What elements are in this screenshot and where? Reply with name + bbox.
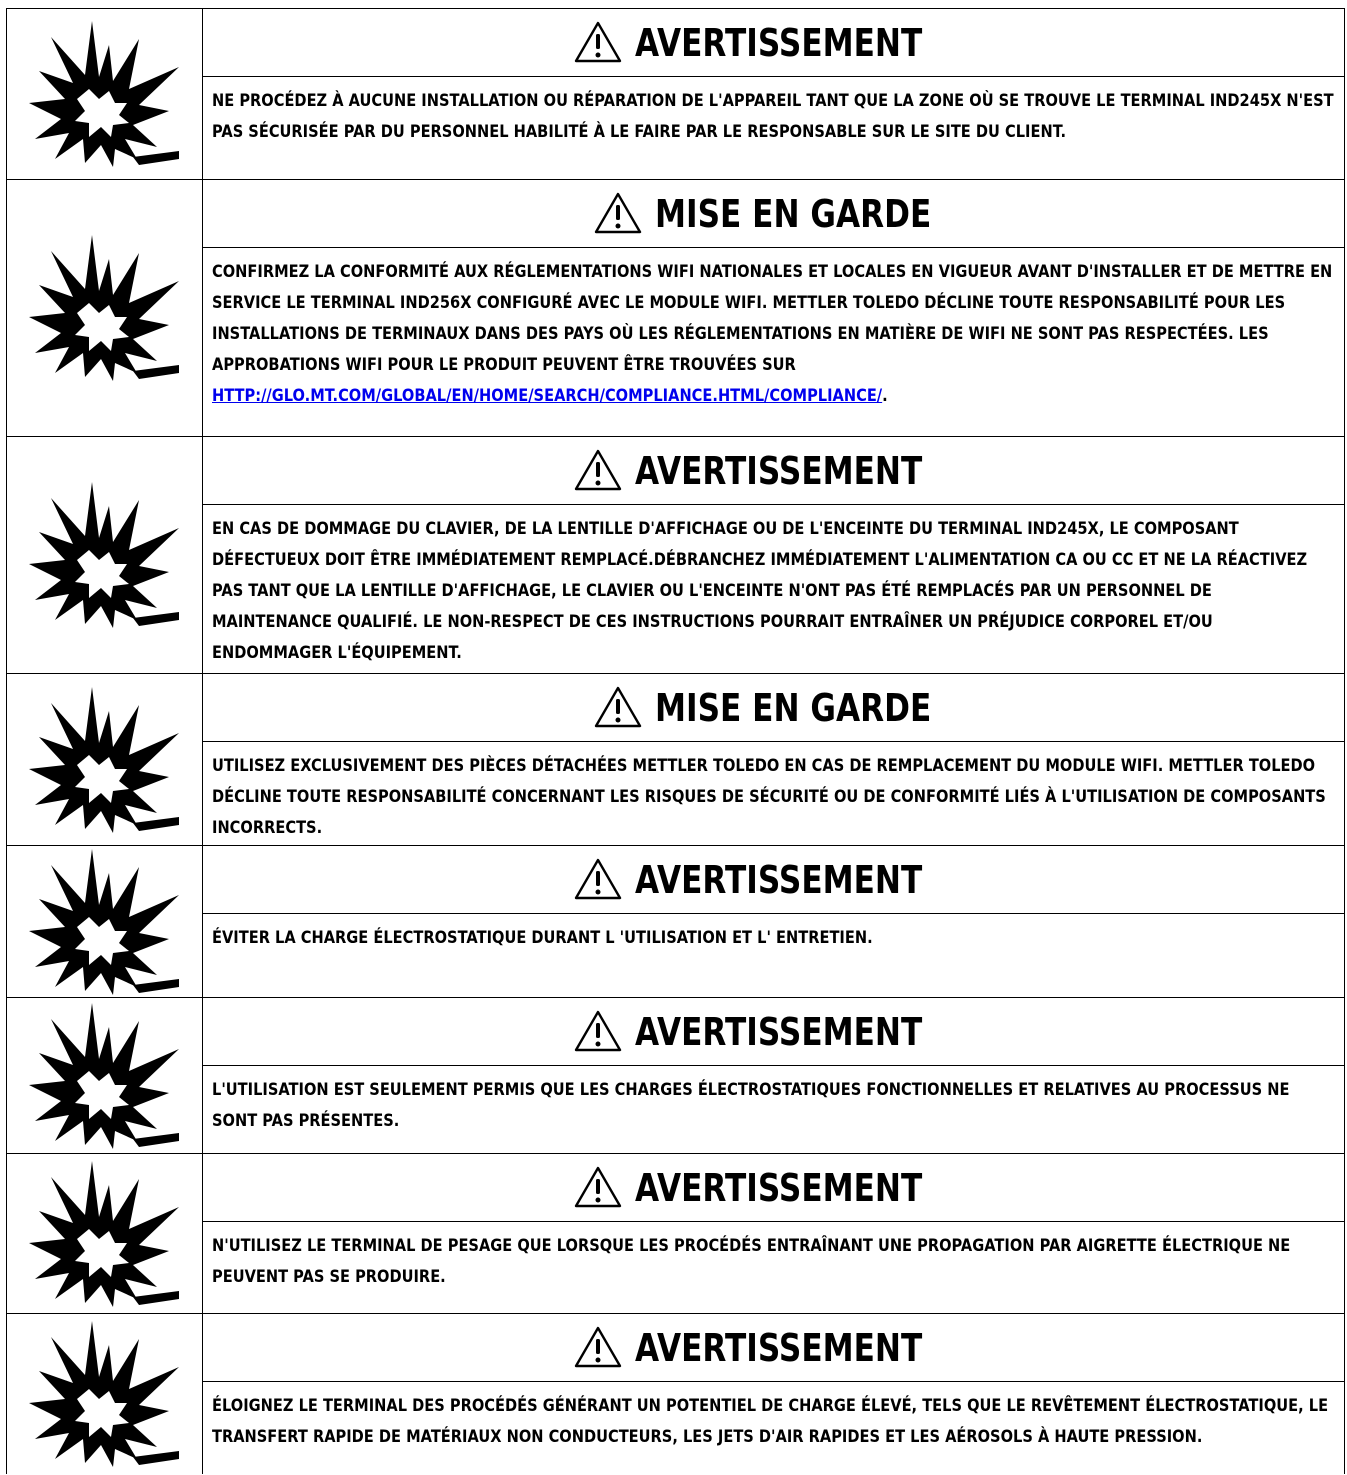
alert-triangle-icon [573,20,623,64]
warning-title: MISE EN GARDE [654,685,931,730]
warning-body [203,1066,1344,1137]
warning-text: N'UTILISEZ LE TERMINAL DE PESAGE QUE LORSQUE LES PROCÉDÉS ENTRAÎNANT UNE PROPAGATION PAR AIGRETTE ÉLECTRIQUE NE PEUVENT PAS SE PRODUIRE. [212,1236,1291,1287]
explosion-icon [29,685,181,835]
explosion-icon [7,1314,203,1474]
explosion-icon [29,19,181,169]
warning-row [7,1314,1345,1474]
warning-content [203,1154,1345,1313]
warning-heading [203,674,1344,742]
warning-title: AVERTISSEMENT [634,1325,922,1370]
warning-body [203,248,1344,412]
explosion-icon [29,1319,181,1469]
warning-row [7,180,1345,437]
alert-triangle-icon [573,1009,623,1053]
alert-triangle-icon [593,685,643,729]
warning-content [203,674,1345,845]
alert-triangle-icon [573,448,623,492]
warning-body [203,77,1344,148]
warning-row [7,437,1345,674]
warning-text: CONFIRMEZ LA CONFORMITÉ AUX RÉGLEMENTATIONS WIFI NATIONALES ET LOCALES EN VIGUEUR AVANT D'INSTALLER ET DE METTRE EN SERVICE LE TERMINAL IND256X CONFIGURÉ AVEC LE MODULE WIFI. METTLER TOLEDO DÉCLINE TOUTE RESPONSABILITÉ POUR LES INSTALLATIONS DE TERMINAUX DANS DES PAYS OÙ LES RÉGLEMENTATIONS EN MATIÈRE DE WIFI NE SONT PAS RESPECTÉES. LES APPROBATIONS WIFI POUR LE PRODUIT PEUVENT ÊTRE TROUVÉES SUR [212,262,1333,375]
compliance-link[interactable]: HTTP://GLO.MT.COM/GLOBAL/EN/HOME/SEARCH/COMPLIANCE.HTML/COMPLIANCE/ [212,386,883,406]
warning-heading [203,1154,1344,1222]
explosion-icon [7,437,203,673]
warning-title: AVERTISSEMENT [634,448,922,493]
explosion-icon [29,233,181,383]
warning-row [7,674,1345,846]
explosion-icon [29,480,181,630]
explosion-icon [7,180,203,436]
warning-text-wrap [212,257,1335,412]
warning-title: AVERTISSEMENT [634,1009,922,1054]
warning-title: MISE EN GARDE [654,191,931,236]
explosion-icon [7,998,203,1153]
warning-content [203,998,1345,1153]
warning-body [203,1222,1344,1293]
warning-heading [203,846,1344,914]
warning-text: EN CAS DE DOMMAGE DU CLAVIER, DE LA LENTILLE D'AFFICHAGE OU DE L'ENCEINTE DU TERMINAL IND245X, LE COMPOSANT DÉFECTUEUX DOIT ÊTRE IMMÉDIATEMENT REMPLACÉ.DÉBRANCHEZ IMMÉDIATEMENT L'ALIMENTATION CA OU CC ET NE LA RÉACTIVEZ PAS TANT QUE LA LENTILLE D'AFFICHAGE, LE CLAVIER OU L'ENCEINTE N'ONT PAS ÉTÉ REMPLACÉS PAR UN PERSONNEL DE MAINTENANCE QUALIFIÉ. LE NON-RESPECT DE CES INSTRUCTIONS POURRAIT ENTRAÎNER UN PRÉJUDICE CORPOREL ET/OU ENDOMMAGER L'ÉQUIPEMENT. [212,519,1308,663]
alert-triangle-icon [593,191,643,235]
warning-heading [203,1314,1344,1382]
warning-content [203,846,1345,997]
warning-row [7,846,1345,998]
explosion-icon [7,846,203,997]
explosion-icon [7,1154,203,1313]
warning-heading [203,180,1344,248]
warning-title: AVERTISSEMENT [634,1165,922,1210]
warning-title: AVERTISSEMENT [634,857,922,902]
warning-heading [203,998,1344,1066]
explosion-icon [7,9,203,179]
explosion-icon [29,1159,181,1309]
warning-title: AVERTISSEMENT [634,20,922,65]
warning-text: L'UTILISATION EST SEULEMENT PERMIS QUE LES CHARGES ÉLECTROSTATIQUES FONCTIONNELLES ET RELATIVES AU PROCESSUS NE SONT PAS PRÉSENTES. [212,1080,1290,1131]
link-suffix: . [882,386,888,406]
warning-heading [203,9,1344,77]
warning-body [203,914,1344,954]
warning-content [203,180,1345,436]
explosion-icon [7,674,203,845]
warning-body [203,742,1344,844]
warning-text: ÉLOIGNEZ LE TERMINAL DES PROCÉDÉS GÉNÉRANT UN POTENTIEL DE CHARGE ÉLEVÉ, TELS QUE LE REVÊTEMENT ÉLECTROSTATIQUE, LE TRANSFERT RAPIDE DE MATÉRIAUX NON CONDUCTEURS, LES JETS D'AIR RAPIDES ET LES AÉROSOLS À HAUTE PRESSION. [212,1396,1329,1447]
safety-warnings-table [6,8,1345,1474]
warning-row [7,998,1345,1154]
warning-row [7,9,1345,180]
warning-row [7,1154,1345,1314]
warning-content [203,9,1345,179]
warning-text: ÉVITER LA CHARGE ÉLECTROSTATIQUE DURANT L 'UTILISATION ET L' ENTRETIEN. [212,928,873,948]
warning-text: UTILISEZ EXCLUSIVEMENT DES PIÈCES DÉTACHÉES METTLER TOLEDO EN CAS DE REMPLACEMENT DU MODULE WIFI. METTLER TOLEDO DÉCLINE TOUTE RESPONSABILITÉ CONCERNANT LES RISQUES DE SÉCURITÉ OU DE CONFORMITÉ LIÉS À L'UTILISATION DE COMPOSANTS INCORRECTS. [212,756,1326,838]
explosion-icon [29,1001,181,1151]
explosion-icon [29,847,181,997]
warning-content [203,437,1345,673]
warning-text: NE PROCÉDEZ À AUCUNE INSTALLATION OU RÉPARATION DE L'APPAREIL TANT QUE LA ZONE OÙ SE TROUVE LE TERMINAL IND245X N'EST PAS SÉCURISÉE PAR DU PERSONNEL HABILITÉ À LE FAIRE PAR LE RESPONSABLE SUR LE SITE DU CLIENT. [212,91,1334,142]
warning-content [203,1314,1345,1474]
warning-body [203,1382,1344,1453]
alert-triangle-icon [573,1165,623,1209]
alert-triangle-icon [573,1325,623,1369]
warning-body [203,505,1344,669]
warning-heading [203,437,1344,505]
alert-triangle-icon [573,857,623,901]
